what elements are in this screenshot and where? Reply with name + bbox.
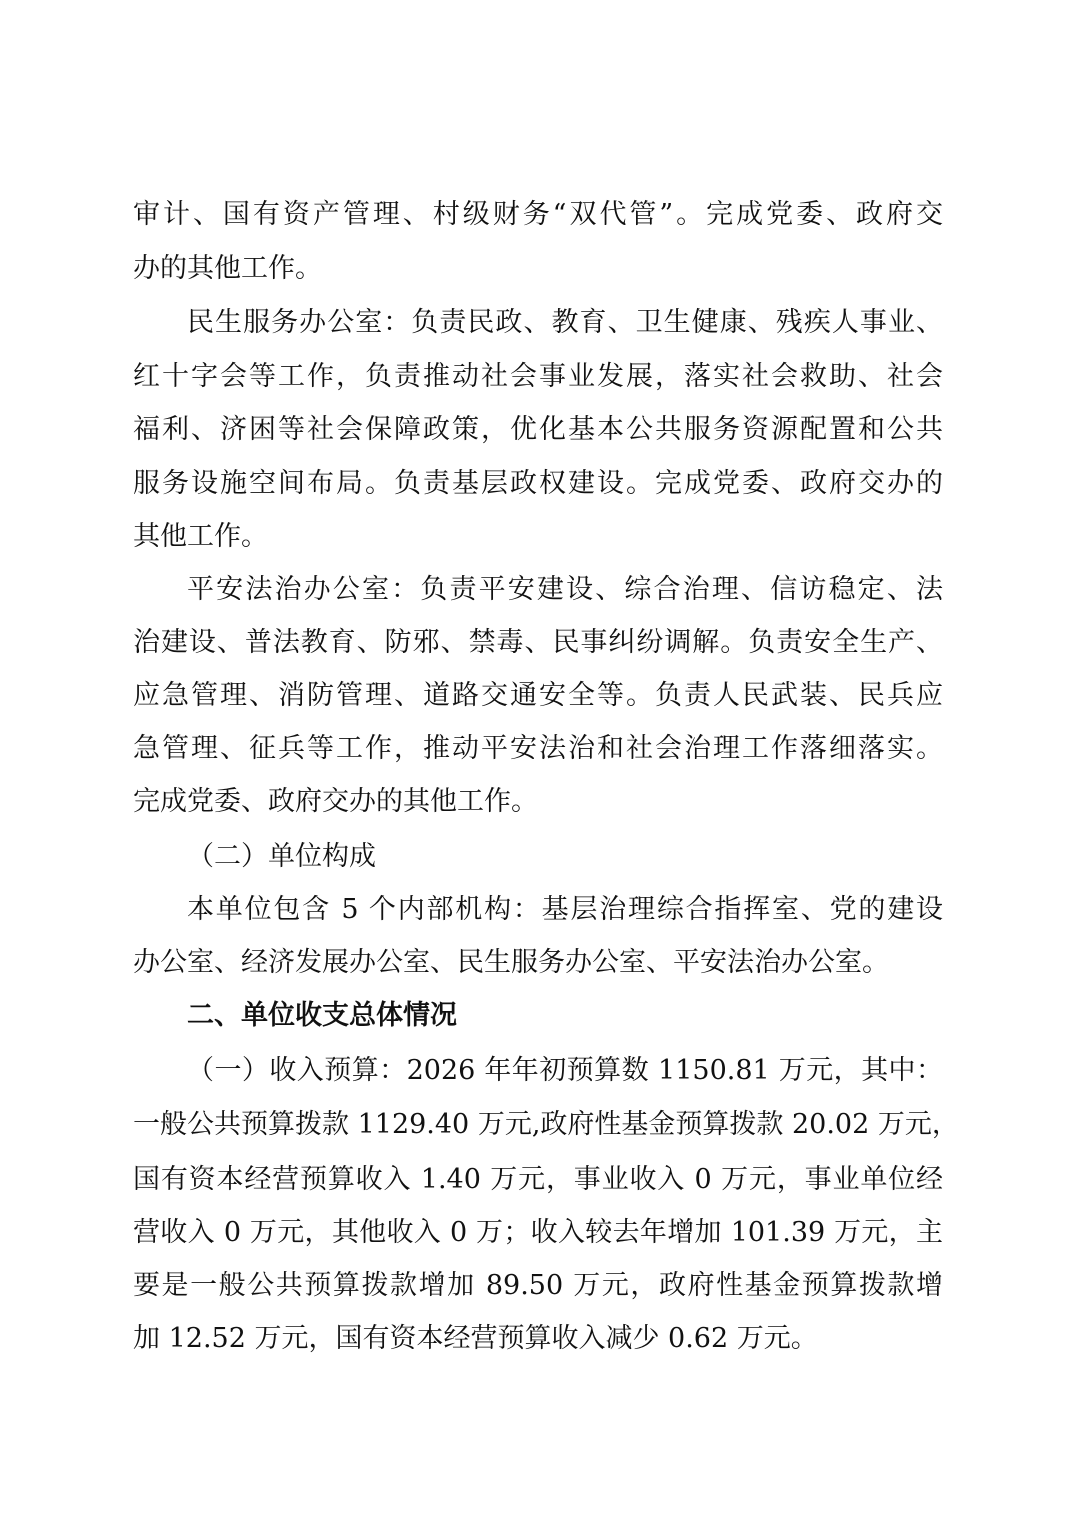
text-line: 国有资本经营预算收入 1.40 万元，事业收入 0 万元，事业单位经 [133,1164,943,1195]
section-heading: 二、单位收支总体情况 [187,1000,457,1031]
text-line: 福利、济困等社会保障政策，优化基本公共服务资源配置和公共 [133,414,943,445]
text-line: 民生服务办公室：负责民政、教育、卫生健康、残疾人事业、 [187,307,943,338]
text-line: 一般公共预算拨款 1129.40 万元,政府性基金预算拨款 20.02 万元， [133,1109,959,1140]
text-line: 应急管理、消防管理、道路交通安全等。负责人民武装、民兵应 [133,680,943,711]
text-line: 治建设、普法教育、防邪、禁毒、民事纠纷调解。负责安全生产、 [133,627,943,658]
text-line: 服务设施空间布局。负责基层政权建设。完成党委、政府交办的 [133,468,943,499]
text-line: 办公室、经济发展办公室、民生服务办公室、平安法治办公室。 [133,947,889,978]
text-line: （一）收入预算：2026 年年初预算数 1150.81 万元，其中： [187,1055,943,1086]
text-line: 要是一般公共预算拨款增加 89.50 万元，政府性基金预算拨款增 [133,1270,943,1301]
text-line: 急管理、征兵等工作，推动平安法治和社会治理工作落细落实。 [133,733,943,764]
text-line: 营收入 0 万元，其他收入 0 万；收入较去年增加 101.39 万元，主 [133,1217,943,1248]
text-line: 平安法治办公室：负责平安建设、综合治理、信访稳定、法 [187,574,943,605]
text-line: 红十字会等工作，负责推动社会事业发展，落实社会救助、社会 [133,361,943,392]
text-line: 其他工作。 [133,521,268,552]
text-line: 完成党委、政府交办的其他工作。 [133,786,538,817]
text-line: 加 12.52 万元，国有资本经营预算收入减少 0.62 万元。 [133,1323,818,1354]
section-subheading: （二）单位构成 [187,841,376,872]
text-line: 本单位包含 5 个内部机构：基层治理综合指挥室、党的建设 [187,894,943,925]
text-line: 审计、国有资产管理、村级财务“双代管”。完成党委、政府交 [133,199,943,230]
text-line: 办的其他工作。 [133,253,322,284]
